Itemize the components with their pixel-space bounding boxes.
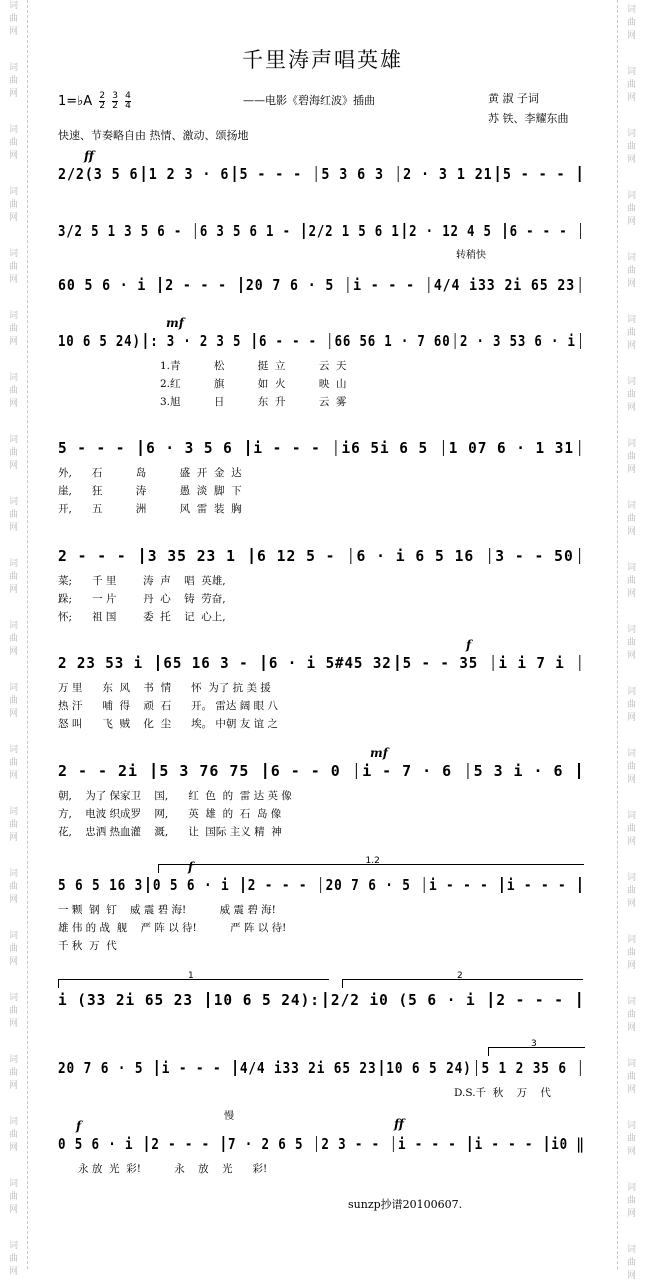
- watermark-text: 词 曲 网: [626, 687, 636, 723]
- right-watermark-strip: [617, 0, 645, 1281]
- bar-line: [223, 1136, 224, 1152]
- notation-line: [58, 760, 583, 782]
- watermark-text: 词 曲 网: [8, 249, 18, 285]
- bar-line: [194, 223, 195, 239]
- lyric-line: 跺; 一 片 丹 心 铸 劳奋,: [58, 593, 226, 605]
- lyric-line: 怒 叫 飞 贼 化 尘 埃。 中朝 友 谊 之: [58, 718, 278, 730]
- measure: 20 7 6 · 5: [58, 1059, 152, 1077]
- measure: i - - -: [398, 1135, 466, 1153]
- measure: 5 3 6 3: [321, 165, 393, 183]
- bar-line: [476, 1060, 477, 1076]
- measure: 0 5 6 · i: [58, 1135, 142, 1153]
- watermark-text: 词 曲 网: [626, 935, 636, 971]
- bar-line: [159, 277, 160, 293]
- bar-line: [580, 1060, 581, 1076]
- lyric-line: 崖, 狂 涛 愚 淡 脚 下: [58, 485, 242, 497]
- watermark-text: 词 曲 网: [8, 931, 18, 967]
- measure: 2 - - -: [151, 1135, 219, 1153]
- measure: 5 6 5 16 3: [58, 876, 144, 894]
- bar-line: [546, 1136, 547, 1152]
- watermark-text: 词 曲 网: [8, 125, 18, 161]
- subtitle: ——电影《碧海红波》插曲: [243, 94, 375, 107]
- bar-line: [264, 763, 265, 779]
- bar-line: [490, 992, 491, 1008]
- time-sig-3: $\frac{4}{4}$: [125, 91, 131, 111]
- bar-line: [146, 1136, 147, 1152]
- bar-line: [242, 877, 243, 893]
- bar-line: [578, 763, 579, 779]
- lyric-line: 方, 电波 织成罗 网, 英 雄 的 石 岛 像: [58, 808, 282, 820]
- notation-line: [58, 437, 574, 459]
- bar-line: [254, 333, 255, 349]
- score-system-4: [58, 316, 585, 408]
- bar-line: [397, 166, 398, 182]
- lyric-line: 一 颗 钢 钉 威 震 碧 海! 威 震 碧 海!: [58, 904, 276, 916]
- score-system-11: [58, 1039, 585, 1099]
- score-system-9: [58, 856, 585, 952]
- notation-line: [58, 1057, 576, 1079]
- watermark-text: 词 曲 网: [8, 993, 18, 1029]
- bar-line: [329, 333, 330, 349]
- watermark-text: 词 曲 网: [626, 749, 636, 785]
- measure: 5 - - 35: [402, 654, 488, 672]
- measure: 65 16 3 -: [163, 654, 258, 672]
- watermark-text: 词 曲 网: [626, 129, 636, 165]
- bar-line: [347, 277, 348, 293]
- measure: i - - -: [474, 1135, 542, 1153]
- measure: i - - -: [429, 876, 498, 894]
- measure: 4/4 i33 2i 65 23: [433, 276, 576, 294]
- score-system-6: [58, 545, 585, 623]
- measure: 2 - - -: [165, 276, 236, 294]
- bar-line: [381, 1060, 382, 1076]
- bar-line: [208, 992, 209, 1008]
- time-sig-1: $\frac{2}{2}$: [99, 91, 106, 111]
- lyric-line: 2.红 旗 如 火 映 山: [160, 378, 347, 390]
- measure: 5 1 2 35 6: [481, 1059, 576, 1077]
- watermark-text: 词 曲 网: [626, 377, 636, 413]
- measure: 10 6 5 24):: [213, 991, 320, 1009]
- bar-line: [579, 877, 580, 893]
- bar-line: [251, 548, 252, 564]
- measure: 5 - - -: [58, 439, 136, 457]
- measure: 2/2(3 5 6: [58, 165, 139, 183]
- measure: 5 3 i · 6: [473, 762, 574, 780]
- measure: 2 - - -: [58, 547, 137, 565]
- bar-line: [579, 440, 580, 456]
- measure: i (33 2i 65 23: [58, 991, 203, 1009]
- bar-line: [469, 1136, 470, 1152]
- watermark-text: 词 曲 网: [626, 501, 636, 537]
- bar-line: [157, 655, 158, 671]
- bar-line: [145, 333, 146, 349]
- watermark-text: 词 曲 网: [8, 559, 18, 595]
- dynamic-marking: mf: [166, 316, 184, 330]
- notation-line: [58, 989, 574, 1011]
- measure: 5 3 76 75: [159, 762, 260, 780]
- watermark-text: 词 曲 网: [8, 63, 18, 99]
- bar-line: [350, 548, 351, 564]
- lyric-line: 千 秋 万 代: [58, 940, 117, 952]
- bar-line: [234, 1060, 235, 1076]
- measure: 5 - - -: [239, 165, 312, 183]
- measure: : 3 · 2 3 5: [150, 332, 250, 350]
- notation-line: [58, 652, 575, 674]
- bar-line: [580, 333, 581, 349]
- watermark-text: 词 曲 网: [626, 873, 636, 909]
- notation-line: [58, 220, 576, 242]
- lyric-line: 热 汗 哺 得 顽 石 开。 雷达 阔 眼 八: [58, 700, 278, 712]
- measure: i - - -: [506, 876, 576, 894]
- watermark-text: 词 曲 网: [626, 1059, 636, 1095]
- watermark-text: 词 曲 网: [626, 5, 636, 41]
- bar-line: [320, 877, 321, 893]
- notation-line: [58, 274, 576, 296]
- bar-line: [263, 655, 264, 671]
- measure: i - - -: [161, 1059, 231, 1077]
- watermark-text: 词 曲 网: [626, 625, 636, 661]
- notation-line: [58, 330, 576, 352]
- watermark-text: 词 曲 网: [626, 1121, 636, 1157]
- watermark-text: 词 曲 网: [626, 997, 636, 1033]
- measure: 2 3 - -: [321, 1135, 389, 1153]
- measure: 2 · 12 4 5: [409, 222, 501, 240]
- bar-line: [467, 763, 468, 779]
- lyricist-credit: 黄 淑 子词: [488, 92, 539, 105]
- bar-line: [579, 548, 580, 564]
- measure: 6 - - 0: [270, 762, 351, 780]
- bar-line: [424, 877, 425, 893]
- score-system-3: [58, 250, 585, 296]
- watermark-text: 词 曲 网: [8, 311, 18, 347]
- bar-line: [156, 1060, 157, 1076]
- measure: i0 ‖: [551, 1135, 585, 1153]
- measure: 2 · 3 53 6 · i: [459, 332, 576, 350]
- notation-line: [58, 545, 573, 567]
- dynamic-marking: ff: [394, 1117, 404, 1131]
- measure: 6 · i 6 5 16: [356, 547, 485, 565]
- bar-line: [325, 992, 326, 1008]
- bar-line: [489, 548, 490, 564]
- dynamic-marking: mf: [370, 746, 388, 760]
- measure: 6 12 5 -: [257, 547, 346, 565]
- score-system-8: [58, 746, 585, 838]
- key-label: 1=♭A: [58, 94, 93, 109]
- bar-line: [316, 1136, 317, 1152]
- watermark-text: 词 曲 网: [626, 1245, 636, 1281]
- bar-line: [497, 166, 498, 182]
- lyric-line: 朝, 为了 保家卫 国, 红 色 的 雷 达 英 像: [58, 790, 292, 802]
- watermark-text: 词 曲 网: [8, 435, 18, 471]
- lyric-line: 外, 石 岛 盛 开 金 达: [58, 467, 242, 479]
- score-system-7: [58, 638, 585, 730]
- bar-line: [501, 877, 502, 893]
- bar-line: [140, 440, 141, 456]
- tempo-change-marking: 转稍快: [456, 250, 486, 261]
- volta-bracket: 2: [342, 979, 583, 988]
- measure: 3 35 23 1: [147, 547, 246, 565]
- tempo-change-marking: 慢: [224, 1111, 234, 1122]
- measure: 20 7 6 · 5: [245, 276, 344, 294]
- measure: 2/2 1 5 6 1: [308, 222, 400, 240]
- lyric-line: 花, 忠洒 热血灌 溉, 让 国际 主义 精 神: [58, 826, 282, 838]
- bar-line: [428, 277, 429, 293]
- measure: 20 7 6 · 5: [325, 876, 420, 894]
- measure: i - - -: [353, 276, 424, 294]
- lyric-line: 1.青 松 挺 立 云 天: [160, 360, 347, 372]
- bar-line: [303, 223, 304, 239]
- dynamic-marking: f: [466, 638, 472, 652]
- watermark-text: 词 曲 网: [8, 1117, 18, 1153]
- bar-line: [443, 440, 444, 456]
- bar-line: [504, 223, 505, 239]
- watermark-text: 词 曲 网: [8, 807, 18, 843]
- lyric-line: 开, 五 洲 风 雷 装 胸: [58, 503, 242, 515]
- measure: 10 6 5 24): [58, 332, 141, 350]
- watermark-text: 词 曲 网: [8, 1179, 18, 1215]
- measure: 2 - - -: [247, 876, 316, 894]
- measure: i - - -: [253, 439, 331, 457]
- bar-line: [580, 223, 581, 239]
- measure: 4/4 i33 2i 65 23: [239, 1059, 377, 1077]
- lyric-line: 永 放 光 彩! 永 放 光 彩!: [78, 1163, 268, 1175]
- score-system-2: [58, 220, 585, 242]
- bar-line: [492, 655, 493, 671]
- lyric-line: 菜; 千 里 涛 声 唱 英雄,: [58, 575, 226, 587]
- measure: i6 5i 6 5: [341, 439, 438, 457]
- watermark-text: 词 曲 网: [8, 497, 18, 533]
- bar-line: [356, 763, 357, 779]
- bar-line: [455, 333, 456, 349]
- watermark-text: 词 曲 网: [626, 253, 636, 289]
- measure: 2 · 3 1 21: [403, 165, 493, 183]
- lyric-line: D.S.千 秋 万 代: [454, 1087, 551, 1099]
- bar-line: [141, 548, 142, 564]
- measure: 6 - - -: [509, 222, 576, 240]
- measure: 66 56 1 · 7 60: [334, 332, 451, 350]
- measure: 7 · 2 6 5: [228, 1135, 312, 1153]
- volta-bracket: 1.2: [158, 864, 584, 873]
- watermark-text: 词 曲 网: [626, 563, 636, 599]
- watermark-text: 词 曲 网: [626, 191, 636, 227]
- lyric-line: 怀; 祖 国 委 托 记 心上,: [58, 611, 226, 623]
- bar-line: [143, 166, 144, 182]
- bar-line: [579, 166, 580, 182]
- watermark-text: 词 曲 网: [8, 373, 18, 409]
- watermark-text: 词 曲 网: [626, 811, 636, 847]
- watermark-text: 词 曲 网: [8, 1055, 18, 1091]
- score-system-1: [58, 149, 585, 185]
- transcriber-credit: sunzp抄谱20100607.: [348, 1198, 463, 1211]
- measure: 2/2 i0 (5 6 · i: [330, 991, 486, 1009]
- bar-line: [404, 223, 405, 239]
- bar-line: [234, 166, 235, 182]
- watermark-text: 词 曲 网: [8, 1241, 18, 1277]
- watermark-text: 词 曲 网: [8, 745, 18, 781]
- measure: 6 - - -: [258, 332, 326, 350]
- bar-line: [579, 277, 580, 293]
- measure: 2 - - -: [496, 991, 574, 1009]
- notation-line: [58, 874, 576, 896]
- watermark-text: 词 曲 网: [8, 683, 18, 719]
- measure: 6 3 5 6 1 -: [199, 222, 300, 240]
- watermark-text: 词 曲 网: [626, 1183, 636, 1219]
- watermark-text: 词 曲 网: [8, 869, 18, 905]
- score-system-5: [58, 437, 585, 515]
- bar-line: [147, 877, 148, 893]
- left-watermark-strip: [0, 0, 28, 1277]
- bar-line: [153, 763, 154, 779]
- bar-line: [316, 166, 317, 182]
- measure: 3 - - 50: [495, 547, 574, 565]
- volta-bracket: 1: [58, 979, 329, 988]
- bar-line: [396, 655, 397, 671]
- measure: 2 23 53 i: [58, 654, 153, 672]
- lyric-line: 雄 伟 的 战 舰 严 阵 以 待! 严 阵 以 待!: [58, 922, 287, 934]
- composer-credit: 苏 铁、李耀东曲: [488, 112, 569, 125]
- watermark-text: 词 曲 网: [626, 439, 636, 475]
- bar-line: [578, 992, 579, 1008]
- time-sig-2: $\frac{3}{2}$: [112, 91, 118, 111]
- dynamic-marking: f: [188, 860, 194, 874]
- dynamic-marking: f: [76, 1119, 82, 1133]
- measure: i i 7 i: [498, 654, 575, 672]
- measure: 60 5 6 · i: [58, 276, 156, 294]
- watermark-text: 词 曲 网: [8, 1, 18, 37]
- bar-line: [240, 277, 241, 293]
- bar-line: [335, 440, 336, 456]
- watermark-text: 词 曲 网: [626, 315, 636, 351]
- volta-bracket: 3: [488, 1047, 585, 1056]
- lyric-line: 3.旭 日 东 升 云 雾: [160, 396, 347, 408]
- dynamic-marking: ff: [84, 149, 94, 163]
- measure: 10 6 5 24): [386, 1059, 472, 1077]
- measure: i - 7 · 6: [362, 762, 463, 780]
- key-signature: [58, 92, 131, 111]
- watermark-text: 词 曲 网: [8, 187, 18, 223]
- measure: 6 · 3 5 6: [146, 439, 243, 457]
- watermark-text: 词 曲 网: [626, 67, 636, 103]
- measure: 6 · i 5#45 32: [268, 654, 392, 672]
- watermark-text: 词 曲 网: [8, 621, 18, 657]
- bar-line: [579, 655, 580, 671]
- measure: 1 2 3 · 6: [148, 165, 230, 183]
- notation-line: [58, 1133, 585, 1155]
- score-system-10: [58, 971, 585, 1011]
- measure: 5 - - -: [502, 165, 575, 183]
- lyric-line: 万 里 东 风 书 情 怀 为了 抗 美 援: [58, 682, 271, 694]
- song-title: 千里涛声唱英雄: [242, 48, 403, 72]
- measure: 0 5 6 · i: [152, 876, 239, 894]
- bar-line: [393, 1136, 394, 1152]
- measure: 1 07 6 · 1 31: [448, 439, 574, 457]
- measure: 3/2 5 1 3 5 6 -: [58, 222, 191, 240]
- measure: 2 - - 2i: [58, 762, 148, 780]
- notation-line: [58, 163, 575, 185]
- tempo-marking: 快速、节奏略自由 热情、激动、颂扬地: [58, 129, 249, 142]
- bar-line: [247, 440, 248, 456]
- score-system-12: [58, 1111, 585, 1175]
